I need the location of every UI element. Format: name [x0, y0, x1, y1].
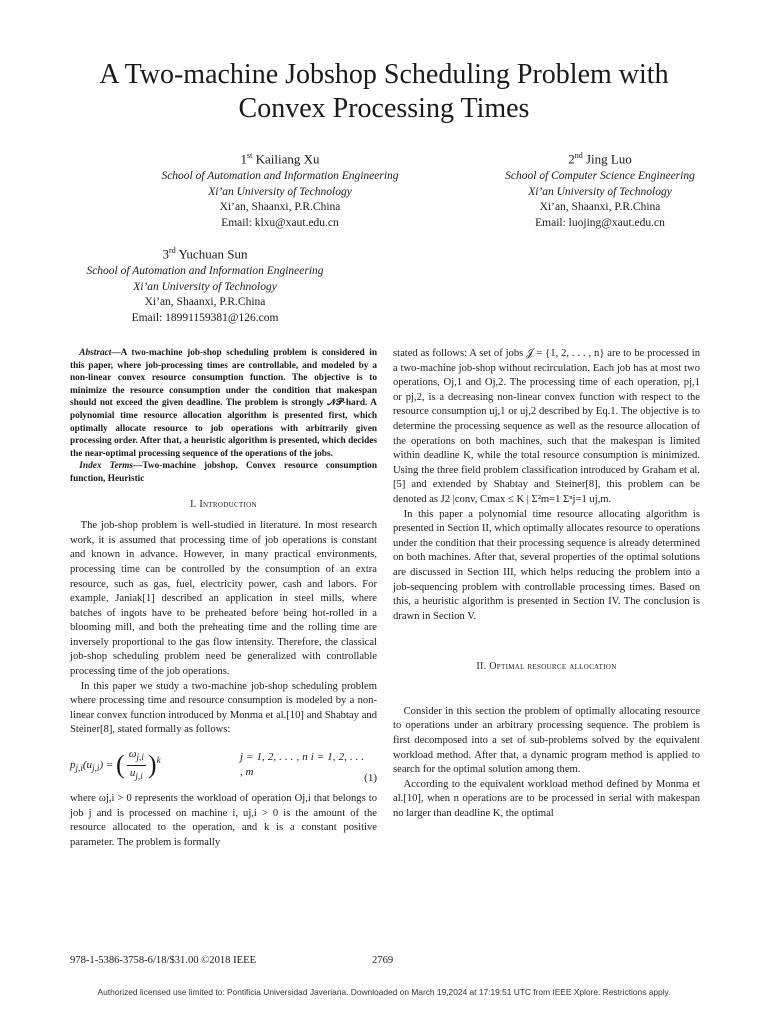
section2-paragraph-1: Consider in this section the problem of optimally allocating resource to operations under an arbitrary processing sequence. The problem is first decomposed into a set of sub-problems solved by the equivalent workload method. After that, a dynamic program method is applied to search for the optimal solution among them. [393, 705, 700, 776]
section-heading-resource-allocation: II. Optimal resource allocation [476, 661, 617, 673]
equation-1-ranges: j = 1, 2, . . . , n i = 1, 2, . . . , m [240, 751, 365, 779]
title-line-1: A Two-machine Jobshop Scheduling Problem with [99, 59, 669, 90]
abstract-label: Abstract [79, 348, 112, 358]
abstract-text: —A two-machine job-shop scheduling problem is considered in this paper, where job-processing times are controllable, and modeled by a non-linear convex resource consumption function. The objective is to minimize the resource consumption under the condition that makespan should not exceed the given deadline. The problem is strongly 𝒩𝒫-hard. A polynomial time resource allocation algorithm is presented first, which optimally allocate resource to job operations with arbitrarily given processing order. After that, a heuristic algorithm is presented, which decides the near-optimal processing sequence of the operations of the jobs. [70, 348, 377, 459]
author-block-1 [140, 147, 420, 231]
abstract [70, 347, 377, 486]
author-university: Xi’an University of Technology [133, 280, 277, 293]
author-block-2 [480, 147, 720, 231]
author-affiliation: School of Automation and Information Engineering [161, 170, 399, 183]
paper-outline-paragraph: In this paper a polynomial time resource allocating algorithm is presented in Section II, which optimally allocates resource to operations under the condition that their processing sequence is already determined on both machines. After that, several properties of the optimal solutions are discussed in Section III, which helps reducing the problem into a job-sequencing problem with controllable processing times. Based on this, a heuristic algorithm is presented in Section IV. The conclusion is drawn in Section V. [393, 508, 700, 622]
footer-isbn: 978-1-5386-3758-6/18/$31.00 ©2018 IEEE [70, 955, 257, 966]
right-column [393, 347, 700, 822]
author-email: Email: luojing@xaut.edu.cn [535, 216, 665, 229]
author-block-3 [60, 242, 350, 326]
author-name-1: 1st Kailiang Xu [240, 151, 320, 167]
author-location: Xi’an, Shaanxi, P.R.China [219, 201, 341, 214]
author-location: Xi’an, Shaanxi, P.R.China [144, 296, 266, 309]
author-name-3: 3rd Yuchuan Sun [162, 246, 248, 262]
equation-1-expression: $p_{j,i}(u_{j,i})$ = ( $\frac{\omega_{j,i}}{u_{j,i}}$ )$^k$ [70, 747, 161, 781]
intro-paragraph-1: The job-shop problem is well-studied in literature. In most research work, it is assumed that processing time of job operations is constant and known in advance. However, in many practical environments, processing time can be controlled by the consumption of an extra resource, such as gas, fuel, electricity power, cash and labors. For example, Janiak[1] described an application in steel mills, where batches of ingots have to be preheated before being hot-rolled in a blooming mill, and both the preheating time and the rolling time are inversely proportional to the gas flow intensity. Therefore, the classical job-shop scheduling problem need be generalized with controllable processing time of the job operations. [70, 520, 377, 678]
intro-paragraph-2: In this paper we study a two-machine job-shop scheduling problem where processing time and resource consumption is modeled by a non-linear convex function introduced by Monma et al.[10] and Shabtay and Steiner[8], stated formally as follows: [70, 680, 377, 736]
author-university: Xi’an University of Technology [528, 185, 672, 198]
license-notice: Authorized licensed use limited to: Pontificia Universidad Javeriana. Downloaded on March 19,2024 at 17:19:51 UTC from IEEE Xplore. Restrictions apply. [97, 987, 671, 997]
intro-paragraph-3: where ωj,i > 0 represents the workload of operation Oj,i that belongs to job j and is processed on machine i, uj,i > 0 is the amount of the resource allocated to the operation, and k is a constant positive parameter. The problem is formally [70, 793, 377, 848]
title-line-2: Convex Processing Times [238, 93, 530, 124]
author-email: Email: klxu@xaut.edu.cn [221, 216, 339, 229]
index-terms-text: —Two-machine jobshop, Convex resource consumption function, Heuristic [70, 461, 377, 484]
author-name-2: 2nd Jing Luo [568, 151, 632, 167]
problem-statement-paragraph: stated as follows: A set of jobs 𝒥 = {1, 2, . . . , n} are to be processed in a two-machine job-shop without recirculation. Each job has at most two operations, Oj,1 and Oj,2. The processing time of each operation, pj,1 or pj,2, is a decreasing non-linear convex function with respect to the resource consumption uj,1 or uj,2 described by Eq.1. The objective is to determine the processing sequence as well as the resource allocation of the operations on both machines, such that the makespan is limited within deadline K, while the total resource consumption is minimized. Using the three field problem classification introduced by Graham et al.[5] and extended by Shabtay and Steiner[8], this problem can be denoted as J2 |conv, Cmax ≤ K | Σ²m=1 Σⁿj=1 uj,m. [393, 348, 700, 505]
author-affiliation: School of Automation and Information Engineering [86, 265, 324, 278]
author-location: Xi’an, Shaanxi, P.R.China [539, 201, 661, 214]
author-university: Xi’an University of Technology [208, 185, 352, 198]
author-affiliation: School of Computer Science Engineering [505, 170, 695, 183]
section2-paragraph-2: According to the equivalent workload method defined by Monma et al.[10], when n operations are to be processed in serial with makespan no larger than deadline K, the optimal [393, 778, 700, 820]
index-terms-label: Index Terms [79, 461, 134, 472]
left-column [70, 347, 377, 850]
section-heading-introduction: I. Introduction [190, 498, 257, 510]
author-email: Email: 18991159381@126.com [131, 311, 279, 324]
page-number: 2769 [372, 955, 394, 966]
equation-1 [70, 742, 377, 788]
equation-1-number: (1) [364, 772, 377, 785]
paper-title [40, 58, 728, 126]
